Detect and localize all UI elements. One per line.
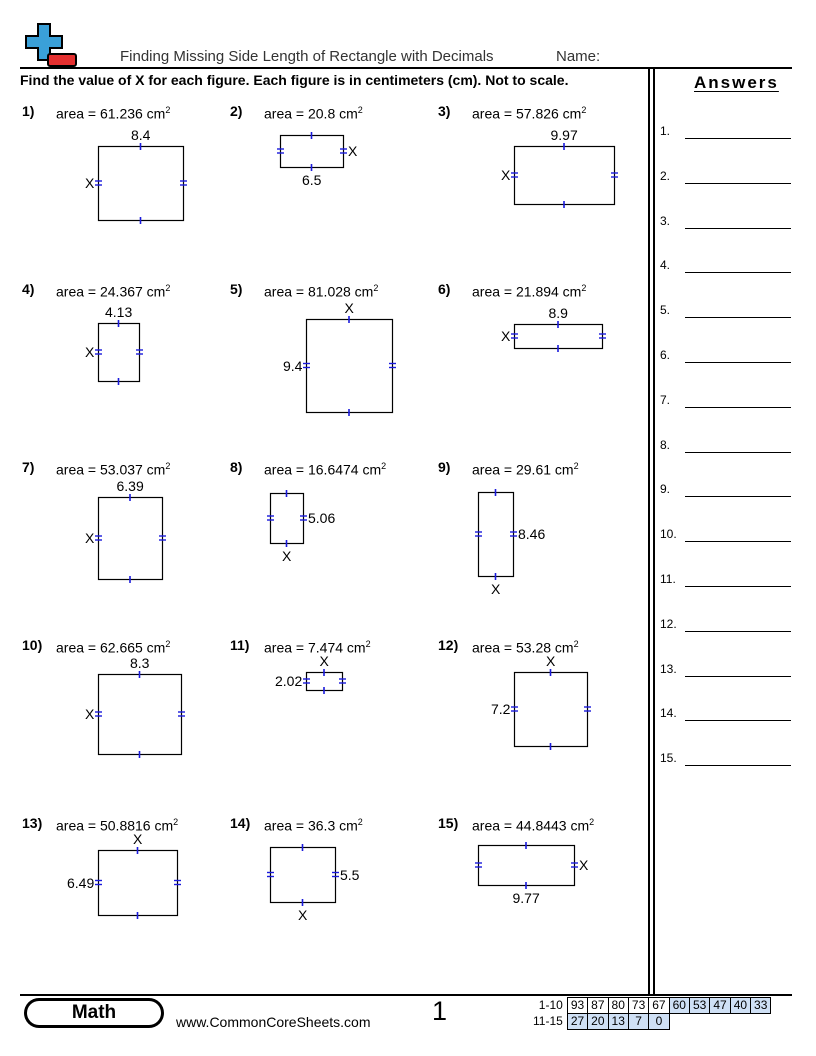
problem-13 <box>22 815 222 985</box>
area-label: area = 36.3 $cm^2$ <box>264 817 363 834</box>
answer-row <box>660 617 794 637</box>
problem-number: 7) <box>22 459 35 475</box>
problem-4 <box>22 281 222 451</box>
unit-exponent: 2 <box>357 105 363 115</box>
answer-row <box>660 214 794 234</box>
area-label: area = 50.8816 $cm^2$ <box>56 817 179 834</box>
rectangle-figure <box>438 103 638 273</box>
side-label-right: X <box>579 857 589 873</box>
answer-row <box>660 482 794 502</box>
answer-line[interactable] <box>685 676 791 677</box>
rectangle-figure <box>22 103 222 273</box>
answer-line[interactable] <box>685 631 791 632</box>
rectangle <box>515 147 615 205</box>
page-number: 1 <box>432 996 448 1026</box>
answer-line[interactable] <box>685 407 791 408</box>
area-label: area = 21.894 $cm^2$ <box>472 283 587 300</box>
problem-9 <box>438 459 638 629</box>
side-label-right: 8.46 <box>518 526 546 542</box>
problem-number: 6) <box>438 281 451 297</box>
area-label: area = 62.665 $cm^2$ <box>56 639 171 656</box>
area-label: area = 57.826 $cm^2$ <box>472 105 587 122</box>
area-label: area = 53.28 $cm^2$ <box>472 639 579 656</box>
answer-number: 1. <box>660 124 671 138</box>
area-label: area = 44.8443 $cm^2$ <box>472 817 595 834</box>
worksheet-title: Finding Missing Side Length of Rectangle with Decimals <box>120 48 494 65</box>
subject-label: Math <box>27 1001 161 1025</box>
problem-6 <box>438 281 638 451</box>
side-label-bottom: X <box>282 548 292 564</box>
answers-divider-inner <box>653 68 655 996</box>
answer-line[interactable] <box>685 452 791 453</box>
answer-number: 3. <box>660 213 671 228</box>
unit-exponent: 2 <box>165 105 171 115</box>
unit-exponent: 2 <box>381 461 387 471</box>
answer-row <box>660 572 794 592</box>
answer-number: 2. <box>660 168 671 183</box>
score-cell: 73 <box>628 998 648 1014</box>
rectangle <box>307 320 393 413</box>
problem-number: 3) <box>438 103 451 119</box>
score-cell: 87 <box>588 998 608 1014</box>
side-label-bottom: 6.5 <box>302 172 322 188</box>
score-row-label: 1-10 <box>538 998 563 1012</box>
problem-11 <box>230 637 430 807</box>
problem-number: 12) <box>438 637 459 653</box>
unit-exponent: 2 <box>573 639 579 649</box>
unit-exponent: 2 <box>581 283 587 293</box>
problem-14 <box>230 815 430 985</box>
problem-1 <box>22 103 222 273</box>
area-label: area = 24.367 $cm^2$ <box>56 283 171 300</box>
problem-number: 15) <box>438 815 459 831</box>
answer-row <box>660 169 794 189</box>
side-label-right: X <box>348 143 358 159</box>
score-row <box>530 1014 771 1030</box>
side-label-top: 6.39 <box>116 478 144 494</box>
problem-number: 11) <box>230 637 250 653</box>
rectangle-figure <box>22 815 222 985</box>
side-label-left: 2.02 <box>275 673 303 689</box>
side-label-left: X <box>85 706 95 722</box>
site-url: www.CommonCoreSheets.com <box>176 1014 371 1030</box>
answer-number: 11. <box>660 572 676 586</box>
side-label-left: 9.4 <box>283 357 303 374</box>
rectangle-figure <box>230 637 430 807</box>
side-label-bottom: X <box>491 581 501 597</box>
answer-row <box>660 258 794 278</box>
side-label-left: X <box>85 175 95 191</box>
score-cell: 40 <box>730 998 750 1014</box>
problem-number: 9) <box>438 459 451 475</box>
problem-15 <box>438 815 638 985</box>
side-label-top: 8.4 <box>131 127 151 143</box>
problem-number: 14) <box>230 815 251 831</box>
answer-row <box>660 438 794 458</box>
side-label-right: 5.5 <box>340 866 360 883</box>
answer-line[interactable] <box>685 183 791 184</box>
score-cell: 67 <box>649 998 669 1014</box>
problem-number: 1) <box>22 103 35 119</box>
answer-number: 6. <box>660 348 671 362</box>
answer-line[interactable] <box>685 586 791 587</box>
problem-8 <box>230 459 430 629</box>
score-row <box>530 998 771 1014</box>
rectangle <box>271 848 336 903</box>
problem-number: 8) <box>230 459 243 475</box>
answer-line[interactable] <box>685 138 791 139</box>
answer-number: 10. <box>660 527 677 542</box>
rectangle <box>99 851 178 916</box>
rectangle-figure <box>438 459 638 629</box>
unit-exponent: 2 <box>573 461 579 471</box>
rectangle <box>281 136 344 168</box>
unit-exponent: 2 <box>373 283 379 293</box>
problem-number: 13) <box>22 815 43 831</box>
answer-number: 9. <box>660 482 671 497</box>
answer-number: 7. <box>660 392 671 407</box>
answer-line[interactable] <box>685 541 791 542</box>
side-label-top: X <box>133 831 143 847</box>
side-label-left: X <box>501 328 511 344</box>
unit-exponent: 2 <box>581 105 587 115</box>
answer-number: 13. <box>660 661 677 676</box>
side-label-left: X <box>501 167 511 183</box>
answer-number: 14. <box>660 706 677 721</box>
instructions: Find the value of X for each figure. Each figure is in centimeters (cm). Not to scale. <box>20 72 569 88</box>
side-label-left: X <box>85 344 95 360</box>
rectangle-figure <box>230 103 430 273</box>
problem-7 <box>22 459 222 629</box>
rectangle <box>99 675 182 755</box>
problem-number: 2) <box>230 103 243 119</box>
footer-divider <box>20 994 792 996</box>
score-cell: 33 <box>751 998 771 1014</box>
side-label-top: X <box>319 653 329 669</box>
answer-number: 15. <box>660 751 677 766</box>
area-label: area = 53.037 $cm^2$ <box>56 461 171 478</box>
score-cell: 47 <box>710 998 730 1014</box>
answer-line[interactable] <box>685 317 791 318</box>
answers-title: Answers <box>694 73 779 92</box>
area-label: area = 61.236 $cm^2$ <box>56 105 171 122</box>
score-cell: 13 <box>608 1014 628 1030</box>
problem-5 <box>230 281 430 451</box>
answer-row <box>660 662 794 682</box>
side-label-bottom: X <box>298 907 308 923</box>
answer-line[interactable] <box>685 228 791 229</box>
problem-2 <box>230 103 430 273</box>
answer-number: 12. <box>660 616 677 631</box>
rectangle <box>271 494 304 544</box>
answer-number: 8. <box>660 437 671 452</box>
answer-line[interactable] <box>685 496 791 497</box>
side-label-top: X <box>546 653 556 669</box>
side-label-bottom: 9.77 <box>512 890 540 906</box>
problem-12 <box>438 637 638 807</box>
area-label: area = 20.8 $cm^2$ <box>264 105 363 122</box>
answer-line[interactable] <box>685 765 791 766</box>
score-table <box>530 997 771 1030</box>
answer-row <box>660 751 794 771</box>
side-label-top: 8.3 <box>130 655 150 671</box>
rectangle-figure <box>438 637 638 807</box>
score-cell: 27 <box>567 1014 587 1030</box>
side-label-top: 8.9 <box>548 305 568 321</box>
rectangle <box>515 673 588 747</box>
score-cell: 53 <box>689 998 709 1014</box>
unit-exponent: 2 <box>589 817 595 827</box>
plus-minus-logo-icon <box>22 22 82 70</box>
score-row-label: 11-15 <box>533 1014 563 1028</box>
score-cell: 7 <box>628 1014 648 1030</box>
side-label-top: X <box>344 300 354 316</box>
area-label: area = 81.028 $cm^2$ <box>264 283 379 300</box>
answer-row <box>660 303 794 323</box>
answer-line[interactable] <box>685 720 791 721</box>
unit-exponent: 2 <box>357 817 363 827</box>
answer-row <box>660 527 794 547</box>
problem-3 <box>438 103 638 273</box>
unit-exponent: 2 <box>165 283 171 293</box>
score-cell: 20 <box>588 1014 608 1030</box>
side-label-left: X <box>85 530 95 546</box>
score-cell: 80 <box>608 998 628 1014</box>
problem-number: 4) <box>22 281 35 297</box>
name-label: Name: <box>556 48 601 65</box>
rectangle-figure <box>438 281 638 451</box>
answers-divider <box>648 68 650 996</box>
area-label: area = 29.61 $cm^2$ <box>472 461 579 478</box>
side-label-top: 4.13 <box>105 304 133 320</box>
answer-number: 5. <box>660 303 671 318</box>
side-label-left: 6.49 <box>67 874 95 891</box>
side-label-top: 9.97 <box>550 127 578 143</box>
side-label-right: 5.06 <box>308 510 336 526</box>
rectangle-figure <box>230 815 430 985</box>
score-cell: 0 <box>649 1014 669 1030</box>
problem-number: 10) <box>22 637 43 653</box>
rectangle <box>99 147 184 221</box>
answer-line[interactable] <box>685 362 791 363</box>
answer-line[interactable] <box>685 272 791 273</box>
rectangle <box>479 846 575 886</box>
answer-row <box>660 124 794 144</box>
subject-badge <box>24 998 164 1028</box>
rectangle <box>99 498 163 580</box>
unit-exponent: 2 <box>165 461 171 471</box>
rectangle <box>99 324 140 382</box>
unit-exponent: 2 <box>365 639 371 649</box>
problem-number: 5) <box>230 281 243 297</box>
score-cell: 60 <box>669 998 689 1014</box>
problem-10 <box>22 637 222 807</box>
area-label: area = 16.6474 $cm^2$ <box>264 461 387 478</box>
rectangle-figure <box>230 281 430 451</box>
rectangle <box>479 493 514 577</box>
unit-exponent: 2 <box>165 639 171 649</box>
score-cell: 93 <box>567 998 587 1014</box>
answer-number: 4. <box>660 258 671 273</box>
answer-row <box>660 348 794 368</box>
answer-row <box>660 706 794 726</box>
area-label: area = 7.474 $cm^2$ <box>264 639 371 656</box>
header-divider <box>20 67 792 69</box>
rectangle <box>515 325 603 349</box>
rectangle-figure <box>230 459 430 629</box>
side-label-left: 7.2 <box>491 701 511 717</box>
answer-row <box>660 393 794 413</box>
unit-exponent: 2 <box>173 817 179 827</box>
rectangle-figure <box>22 637 222 807</box>
